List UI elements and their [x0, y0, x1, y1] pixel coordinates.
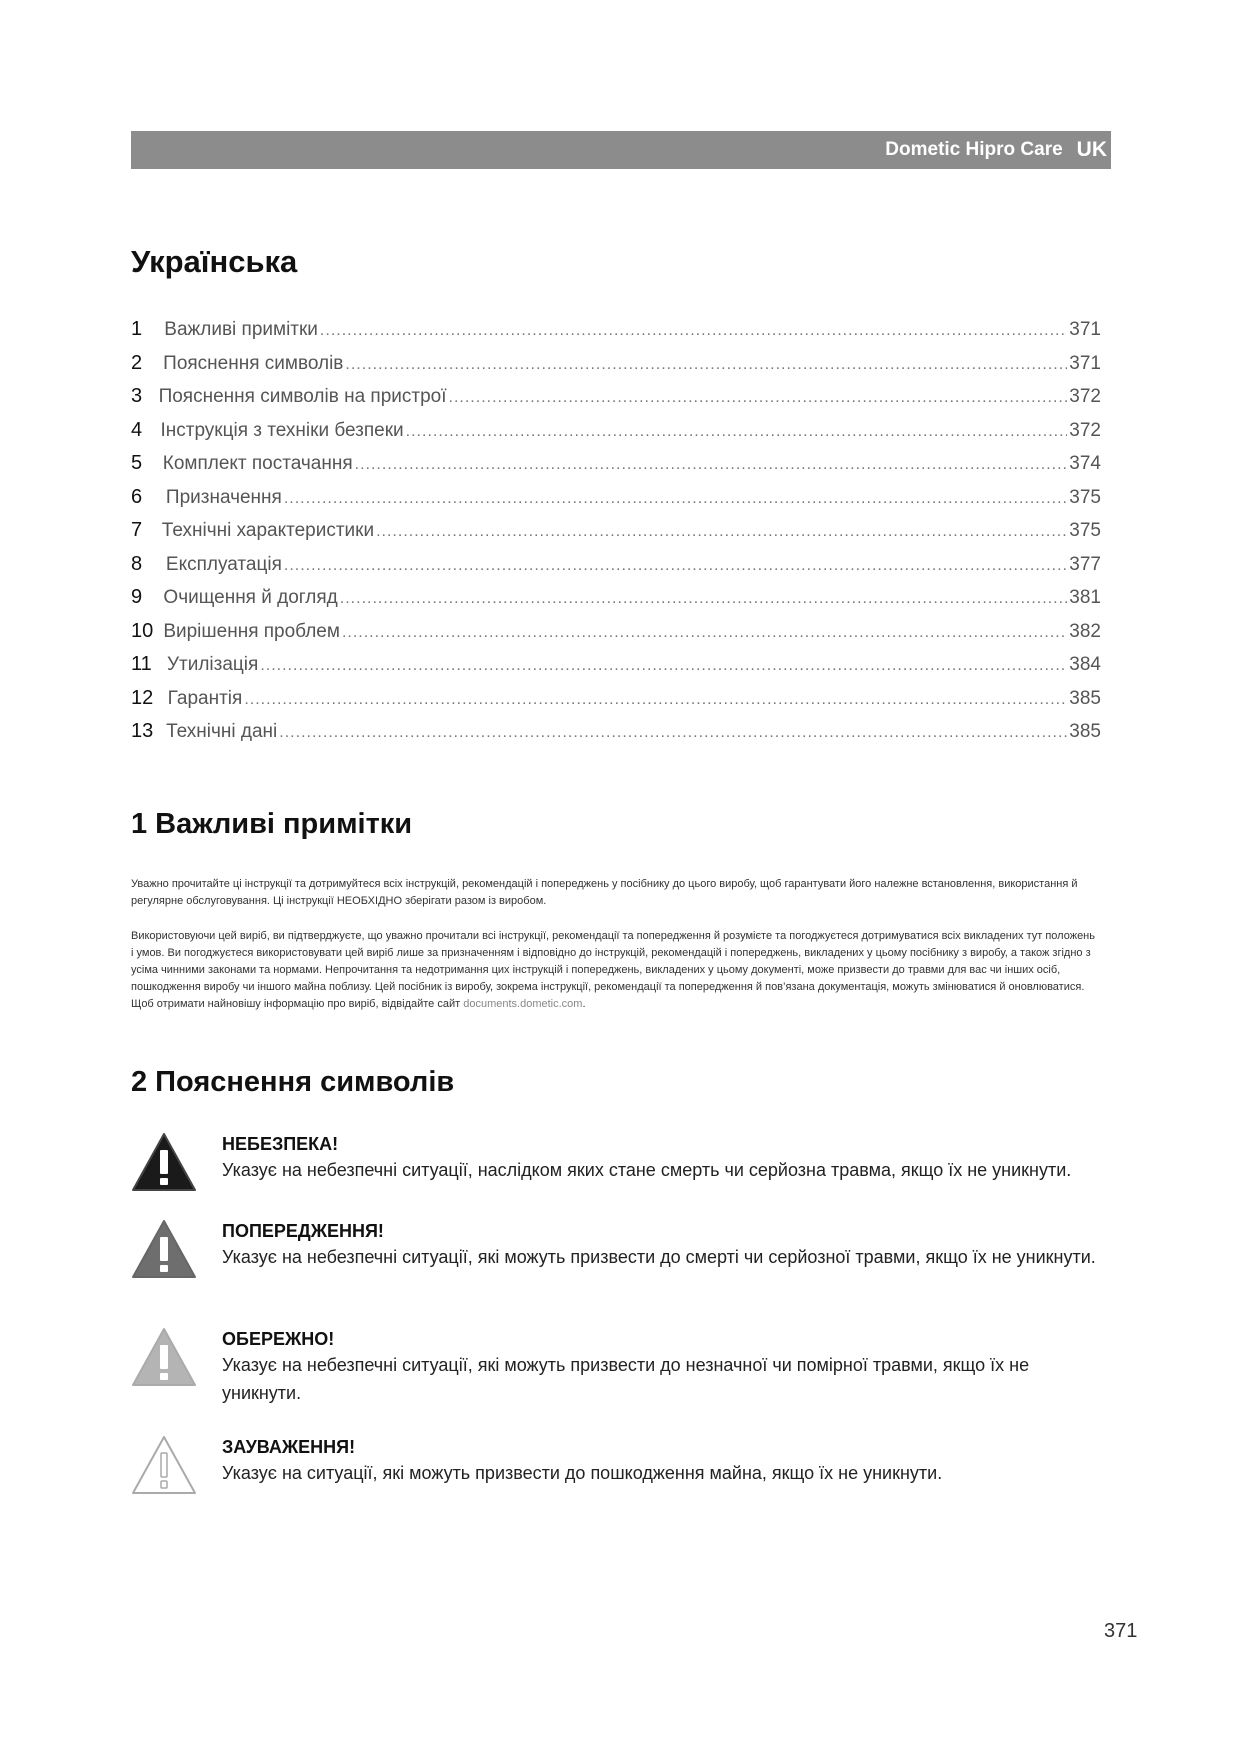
toc-page: 381	[1069, 587, 1101, 608]
toc-title: Утилізація	[166, 654, 259, 675]
toc-title: Інструкція з техніки безпеки	[160, 419, 404, 441]
danger-notice	[131, 1132, 1111, 1192]
section-1-heading: 1 Важливі примітки	[131, 808, 413, 840]
toc-title: Вирішення проблем	[163, 620, 340, 642]
toc-title: Пояснення символів на пристрої	[158, 386, 447, 407]
notice-notice	[131, 1435, 1111, 1495]
warning-description: Указує на небезпечні ситуації, які можуть призвести до смерті чи серйозної травми, якщо їх не уникнути.	[222, 1247, 1096, 1267]
toc-leader	[355, 456, 1068, 474]
danger-description: Указує на небезпечні ситуації, наслідком яких стане смерть чи серйозна травма, якщо їх не уникнути.	[222, 1160, 1072, 1180]
toc-entry[interactable]	[131, 519, 1101, 553]
toc-number: 7	[131, 519, 143, 541]
toc-number: 13	[131, 720, 154, 742]
toc-number: 4	[131, 418, 143, 441]
toc-page: 385	[1069, 687, 1101, 709]
header-bar	[131, 131, 1111, 169]
warning-notice	[131, 1219, 1111, 1279]
toc-leader	[342, 624, 1067, 642]
toc-number: 5	[131, 452, 143, 474]
section-1-paragraph-1: Уважно прочитайте ці інструкції та дотримуйтеся всіх інструкцій, рекомендацій і попереджень у посібнику до цього виробу, щоб гарантувати його належне встановлення, використання й регулярне обслуговування. Ці інструкції НЕОБХІДНО зберігати разом із виробом.	[131, 878, 1078, 907]
toc-page: 374	[1069, 453, 1101, 474]
header-language-code: UK	[1076, 138, 1107, 161]
toc-title: Комплект постачання	[162, 453, 353, 474]
section-1-paragraph-2-text: Використовуючи цей виріб, ви підтверджуєте, що уважно прочитали всі інструкції, рекомендації та попередження й розумієте та погоджуєтеся дотримуватися всіх викладених тут положень і умов. Ви погоджуєтеся використовувати цей виріб лише за призначенням і відповідно до інструкцій, рекомендацій і попереджень, викладених у цьому посібнику з виробу, а також згідно з усіма чинними законами та нормами. Непрочитання та недотримання цих інструкцій і попереджень, викладених у цьому документі, може призвести до травми для вас чи інших осіб, пошкодження виробу чи іншого майна поблизу. Цей посібник із виробу, зокрема інструкції, рекомендації та попередження й пов’язана документація, можуть змінюватися й оновлюватися. Щоб отримати найновішу інформацію про виріб, відвідайте сайт	[131, 930, 1095, 1010]
toc-number: 2	[131, 351, 143, 374]
toc-entry[interactable]	[131, 620, 1101, 654]
danger-triangle-icon	[131, 1132, 197, 1192]
toc-leader	[406, 423, 1068, 441]
toc-title: Призначення	[165, 486, 282, 508]
toc-page: 375	[1069, 520, 1101, 541]
toc-leader	[449, 389, 1068, 407]
toc-page: 382	[1069, 620, 1101, 642]
toc-title: Пояснення символів	[163, 352, 344, 374]
notice-triangle-icon	[131, 1435, 197, 1495]
toc-title: Очищення й догляд	[163, 587, 338, 608]
caution-notice	[131, 1327, 1111, 1407]
toc-page: 371	[1069, 319, 1101, 340]
table-of-contents	[131, 318, 1101, 754]
toc-entry[interactable]	[131, 352, 1101, 386]
toc-title: Важливі примітки	[164, 319, 318, 340]
warning-title: ПОПЕРЕДЖЕННЯ!	[222, 1221, 384, 1241]
notice-description: Указує на ситуації, які можуть призвести до пошкодження майна, якщо їх не уникнути.	[222, 1463, 943, 1483]
toc-page: 377	[1069, 553, 1101, 575]
toc-page: 371	[1069, 352, 1101, 374]
toc-entry[interactable]	[131, 452, 1101, 486]
caution-triangle-icon	[131, 1327, 197, 1387]
toc-entry[interactable]	[131, 486, 1101, 520]
page-number: 371	[1104, 1620, 1138, 1642]
toc-number: 6	[131, 485, 143, 508]
toc-entry[interactable]	[131, 385, 1101, 419]
section-1-paragraph-2-end: .	[582, 998, 586, 1010]
toc-entry[interactable]	[131, 653, 1101, 687]
language-title: Українська	[131, 244, 298, 279]
toc-leader	[345, 356, 1067, 374]
toc-page: 384	[1069, 654, 1101, 675]
toc-entry[interactable]	[131, 586, 1101, 620]
toc-leader	[340, 590, 1068, 608]
toc-leader	[260, 657, 1067, 675]
toc-entry[interactable]	[131, 687, 1101, 721]
toc-page: 385	[1069, 721, 1101, 742]
caution-description: Указує на небезпечні ситуації, які можуть призвести до незначної чи помірної травми, якщо їх не уникнути.	[222, 1355, 1030, 1403]
header-product-name: Dometic Hipro Care	[885, 139, 1063, 160]
section-2-heading: 2 Пояснення символів	[131, 1066, 455, 1098]
toc-entry[interactable]	[131, 318, 1101, 352]
warning-triangle-icon	[131, 1219, 197, 1279]
toc-number: 9	[131, 586, 143, 608]
toc-leader	[284, 557, 1067, 575]
toc-leader	[284, 490, 1067, 508]
toc-entry[interactable]	[131, 419, 1101, 453]
notice-triangle-fill	[133, 1437, 195, 1493]
toc-page: 375	[1069, 486, 1101, 508]
documents-link[interactable]: documents.dometic.com	[463, 998, 583, 1010]
toc-number: 10	[131, 619, 154, 642]
toc-leader	[320, 322, 1067, 340]
toc-entry[interactable]	[131, 720, 1101, 754]
toc-number: 11	[131, 653, 152, 675]
toc-title: Експлуатація	[165, 553, 282, 575]
section-1-paragraph-2	[131, 928, 1099, 1013]
toc-number: 3	[131, 385, 143, 407]
toc-leader	[376, 523, 1067, 541]
toc-title: Технічні характеристики	[161, 520, 375, 541]
toc-entry[interactable]	[131, 553, 1101, 587]
notice-title: ЗАУВАЖЕННЯ!	[222, 1437, 356, 1457]
toc-leader	[244, 691, 1067, 709]
toc-number: 12	[131, 686, 154, 709]
toc-number: 8	[131, 552, 143, 575]
toc-page: 372	[1069, 419, 1101, 441]
toc-leader	[279, 724, 1067, 742]
toc-title: Гарантія	[167, 687, 243, 709]
toc-title: Технічні дані	[166, 721, 278, 742]
toc-number: 1	[131, 318, 143, 340]
caution-title: ОБЕРЕЖНО!	[222, 1329, 335, 1349]
toc-page: 372	[1069, 386, 1101, 407]
danger-title: НЕБЕЗПЕКА!	[222, 1134, 339, 1154]
